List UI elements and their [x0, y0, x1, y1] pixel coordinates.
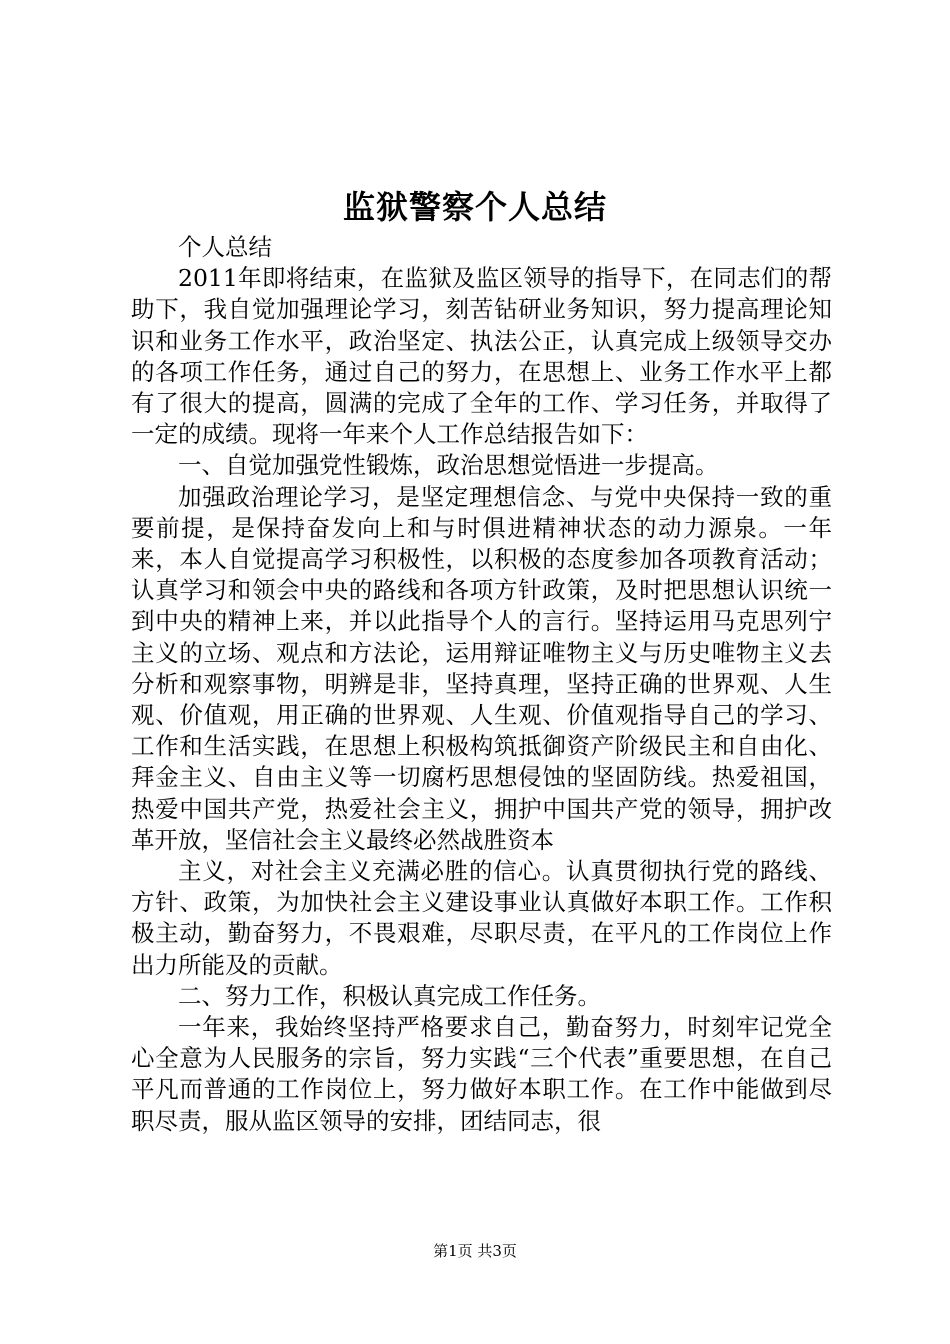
paragraph-intro: 2011年即将结束，在监狱及监区领导的指导下，在同志们的帮助下，我自觉加强理论学习，刻苦钻研业务知识，努力提高理论知识和业务工作水平，政治坚定、执法公正，认真完成上级领导交办的各项工作任务，通过自己的努力，在思想上、业务工作水平上都有了很大的提高，圆满的完成了全年的工作、学习任务，并取得了一定的成绩。现将一年来个人工作总结报告如下：	[131, 264, 832, 449]
document-body	[131, 232, 832, 1137]
paragraph-section-1: 加强政治理论学习，是坚定理想信念、与党中央保持一致的重要前提，是保持奋发向上和与时俱进精神状态的动力源泉。一年来，本人自觉提高学习积极性，以积极的态度参加各项教育活动；认真学习和领会中央的路线和各项方针政策，及时把思想认识统一到中央的精神上来，并以此指导个人的言行。坚持运用马克思列宁主义的立场、观点和方法论，运用辩证唯物主义与历史唯物主义去分析和观察事物，明辨是非，坚持真理，坚持正确的世界观、人生观、价值观，用正确的世界观、人生观、价值观指导自己的学习、工作和生活实践，在思想上积极构筑抵御资产阶级民主和自由化、拜金主义、自由主义等一切腐朽思想侵蚀的坚固防线。热爱祖国，热爱中国共产党，热爱社会主义，拥护中国共产党的领导，拥护改革开放，坚信社会主义最终必然战胜资本	[131, 482, 832, 854]
paragraph-section-2: 一年来，我始终坚持严格要求自己，勤奋努力，时刻牢记党全心全意为人民服务的宗旨，努力实践“三个代表”重要思想，在自己平凡而普通的工作岗位上，努力做好本职工作。在工作中能做到尽职尽责，服从监区领导的安排，团结同志，很	[131, 1013, 832, 1135]
document-title: 监狱警察个人总结	[342, 188, 607, 226]
paragraph-section-1-cont: 主义，对社会主义充满必胜的信心。认真贯彻执行党的路线、方针、政策，为加快社会主义建设事业认真做好本职工作。工作积极主动，勤奋努力，不畏艰难，尽职尽责，在平凡的工作岗位上作出力所能及的贡献。	[131, 857, 832, 979]
page-footer: 第1页 共3页	[433, 1242, 517, 1260]
paragraph-heading: 个人总结	[178, 233, 272, 261]
section-heading-2: 二、努力工作，积极认真完成工作任务。	[178, 981, 601, 1010]
section-heading-1: 一、自觉加强党性锻炼，政治思想觉悟进一步提高。	[178, 451, 719, 480]
